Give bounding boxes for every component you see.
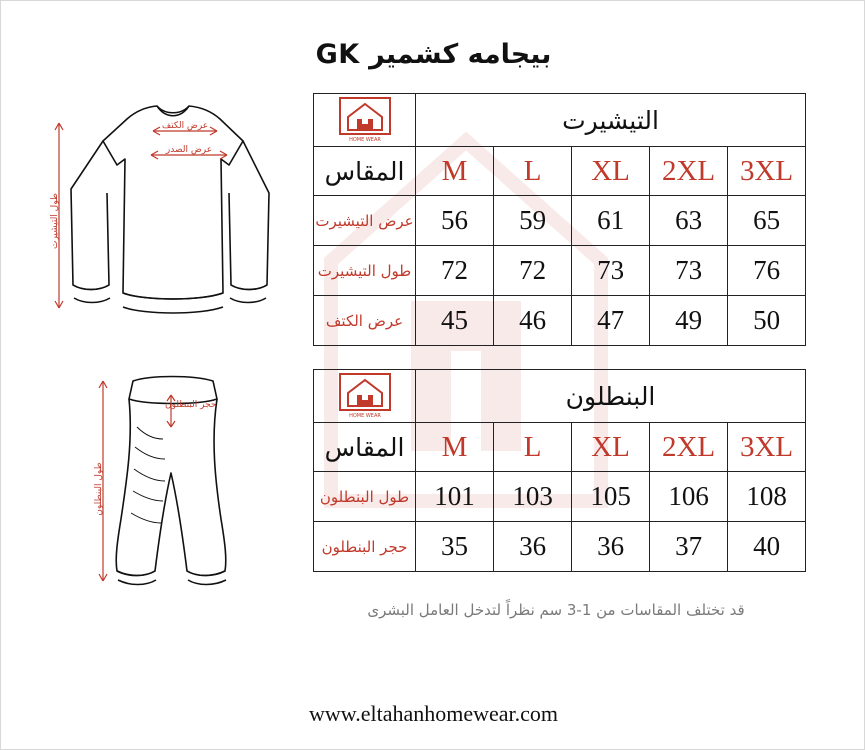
- cell-value: 40: [728, 522, 806, 572]
- row-label: طول البنطلون: [314, 472, 416, 522]
- table-row: [314, 472, 806, 522]
- size-3xl: 3XL: [728, 423, 806, 472]
- cell-value: 45: [416, 296, 494, 346]
- row-label: حجر البنطلون: [314, 522, 416, 572]
- table-title: البنطلون: [416, 370, 806, 423]
- home-wear-logo-icon: [339, 97, 391, 143]
- size-l: L: [494, 423, 572, 472]
- cell-value: 76: [728, 246, 806, 296]
- website-footer: www.eltahanhomewear.com: [308, 701, 559, 726]
- cell-value: 65: [728, 196, 806, 246]
- table-header-row: [314, 94, 806, 147]
- brand-logo-cell: [314, 94, 416, 147]
- size-m: M: [416, 423, 494, 472]
- size-l: L: [494, 147, 572, 196]
- size-column-label: المقاس: [314, 423, 416, 472]
- table-row: [314, 522, 806, 572]
- size-2xl: 2XL: [650, 423, 728, 472]
- cell-value: 56: [416, 196, 494, 246]
- cell-value: 36: [494, 522, 572, 572]
- pants-rise-label: حجر البنطلون: [165, 400, 217, 410]
- measurement-note: قد تختلف المقاسات من 1-3 سم نظراً لتدخل العامل البشرى: [367, 601, 745, 619]
- row-label: طول التيشيرت: [314, 246, 416, 296]
- shirt-technical-drawing: [41, 93, 296, 343]
- cell-value: 47: [572, 296, 650, 346]
- cell-value: 46: [494, 296, 572, 346]
- cell-value: 37: [650, 522, 728, 572]
- cell-value: 105: [572, 472, 650, 522]
- table-row: [314, 196, 806, 246]
- pants-size-table: [313, 369, 806, 572]
- cell-value: 103: [494, 472, 572, 522]
- cell-value: 73: [650, 246, 728, 296]
- cell-value: 63: [650, 196, 728, 246]
- table-row: [314, 296, 806, 346]
- size-column-label: المقاس: [314, 147, 416, 196]
- table-header-row: [314, 370, 806, 423]
- size-xl: XL: [572, 147, 650, 196]
- cell-value: 72: [416, 246, 494, 296]
- pants-length-label: طول البنطلون: [94, 462, 104, 516]
- shoulder-width-label: عرض الكتف: [161, 121, 209, 131]
- row-label: عرض التيشيرت: [314, 196, 416, 246]
- table-row: [314, 246, 806, 296]
- size-xl: XL: [572, 423, 650, 472]
- size-3xl: 3XL: [728, 147, 806, 196]
- shirt-length-label: طول التيشيرت: [50, 192, 60, 250]
- cell-value: 49: [650, 296, 728, 346]
- row-label: عرض الكتف: [314, 296, 416, 346]
- cell-value: 101: [416, 472, 494, 522]
- pants-technical-drawing: [41, 369, 296, 594]
- shirt-size-table: [313, 93, 806, 346]
- svg-text:HOME WEAR: HOME WEAR: [348, 137, 381, 143]
- cell-value: 73: [572, 246, 650, 296]
- cell-value: 72: [494, 246, 572, 296]
- home-wear-logo-icon: [339, 373, 391, 419]
- cell-value: 108: [728, 472, 806, 522]
- cell-value: 50: [728, 296, 806, 346]
- cell-value: 35: [416, 522, 494, 572]
- cell-value: 106: [650, 472, 728, 522]
- size-2xl: 2XL: [650, 147, 728, 196]
- size-header-row: [314, 147, 806, 196]
- cell-value: 61: [572, 196, 650, 246]
- size-m: M: [416, 147, 494, 196]
- size-header-row: [314, 423, 806, 472]
- page-title: بيجامه كشمير GK: [315, 39, 552, 70]
- chest-width-label: عرض الصدر: [165, 145, 213, 155]
- svg-text:HOME WEAR: HOME WEAR: [348, 413, 381, 419]
- brand-logo-cell: [314, 370, 416, 423]
- cell-value: 59: [494, 196, 572, 246]
- table-title: التيشيرت: [416, 94, 806, 147]
- cell-value: 36: [572, 522, 650, 572]
